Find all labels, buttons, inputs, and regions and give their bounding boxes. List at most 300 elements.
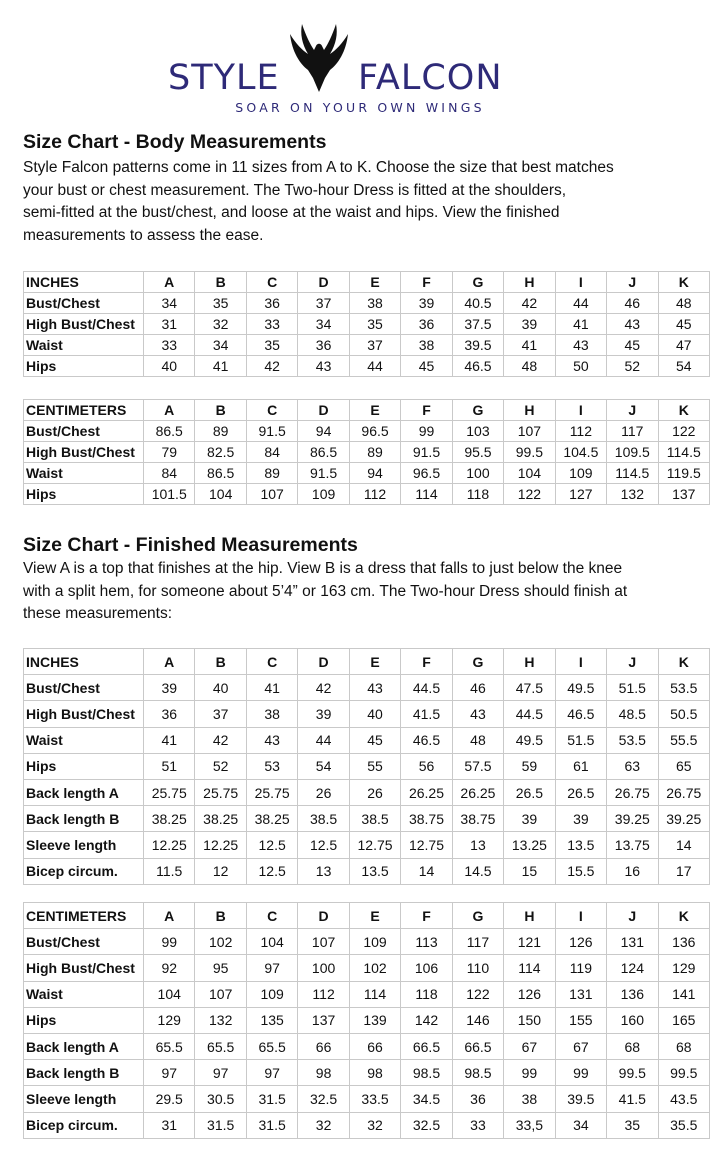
table-cell: 53.5 (607, 727, 658, 753)
table-cell: 36 (452, 1086, 503, 1112)
row-label: High Bust/Chest (24, 314, 144, 335)
size-header: F (401, 272, 452, 293)
table-row (24, 1007, 710, 1033)
size-header: C (246, 649, 297, 675)
table-cell: 38.25 (195, 806, 246, 832)
body-inches-table (23, 271, 710, 377)
table-cell: 31.5 (246, 1112, 297, 1138)
table-cell: 40 (144, 356, 195, 377)
table-cell: 36 (246, 293, 297, 314)
table-cell: 33 (144, 335, 195, 356)
table-cell: 55.5 (658, 727, 709, 753)
table-cell: 33 (452, 1112, 503, 1138)
table-cell: 38.25 (144, 806, 195, 832)
table-row (24, 293, 710, 314)
size-header: D (298, 400, 349, 421)
table-cell: 109 (298, 484, 349, 505)
body-centimeters-table (23, 399, 710, 505)
table-cell: 109 (246, 981, 297, 1007)
table-cell: 35.5 (658, 1112, 709, 1138)
size-header: A (144, 649, 195, 675)
table-cell: 113 (401, 929, 452, 955)
table-cell: 32 (298, 1112, 349, 1138)
table-cell: 86.5 (144, 421, 195, 442)
table-cell: 46.5 (452, 356, 503, 377)
table-cell: 26 (349, 779, 400, 805)
falcon-icon (286, 22, 352, 96)
table-cell: 36 (144, 701, 195, 727)
table-cell: 43 (349, 675, 400, 701)
table-cell: 47 (658, 335, 709, 356)
table-cell: 99.5 (607, 1060, 658, 1086)
table-cell: 119 (555, 955, 606, 981)
table-cell: 127 (555, 484, 606, 505)
table-cell: 49.5 (555, 675, 606, 701)
size-header: J (607, 903, 658, 929)
table-cell: 46 (607, 293, 658, 314)
size-header: C (246, 272, 297, 293)
table-row (24, 929, 710, 955)
table-cell: 51 (144, 753, 195, 779)
table-cell: 118 (452, 484, 503, 505)
table-cell: 51.5 (607, 675, 658, 701)
table-cell: 13.75 (607, 832, 658, 858)
table-cell: 39 (555, 806, 606, 832)
table-cell: 104 (246, 929, 297, 955)
table-cell: 12.25 (195, 832, 246, 858)
table-cell: 34 (555, 1112, 606, 1138)
table-cell: 124 (607, 955, 658, 981)
table-cell: 14 (401, 858, 452, 884)
table-cell: 31.5 (246, 1086, 297, 1112)
table-cell: 15 (504, 858, 555, 884)
table-cell: 39 (144, 675, 195, 701)
size-header: A (144, 272, 195, 293)
section-title-finished: Size Chart - Finished Measurements (23, 534, 358, 556)
table-cell: 12.75 (401, 832, 452, 858)
table-cell: 104 (195, 484, 246, 505)
table-cell: 41 (144, 727, 195, 753)
table-row (24, 314, 710, 335)
table-cell: 37 (349, 335, 400, 356)
size-header: H (504, 272, 555, 293)
table-cell: 109 (349, 929, 400, 955)
table-cell: 65.5 (195, 1033, 246, 1059)
table-cell: 122 (452, 981, 503, 1007)
table-row (24, 701, 710, 727)
table-cell: 114 (401, 484, 452, 505)
table-cell: 119.5 (658, 463, 709, 484)
size-header: D (298, 272, 349, 293)
table-row (24, 1060, 710, 1086)
table-cell: 57.5 (452, 753, 503, 779)
table-cell: 17 (658, 858, 709, 884)
table-cell: 102 (195, 929, 246, 955)
unit-header: INCHES (24, 649, 144, 675)
intro-line: Style Falcon patterns come in 11 sizes from A to K. Choose the size that best matches (23, 159, 614, 176)
table-cell: 67 (504, 1033, 555, 1059)
table-row (24, 806, 710, 832)
size-header: C (246, 400, 297, 421)
table-cell: 35 (607, 1112, 658, 1138)
intro-line: with a split hem, for someone about 5’4” or 163 cm. The Two-hour Dress should finish at (23, 582, 628, 600)
table-cell: 104.5 (555, 442, 606, 463)
table-cell: 39.5 (555, 1086, 606, 1112)
table-row (24, 955, 710, 981)
row-label: High Bust/Chest (24, 701, 144, 727)
table-cell: 109 (555, 463, 606, 484)
size-header: F (401, 649, 452, 675)
table-cell: 39.25 (607, 806, 658, 832)
table-row (24, 421, 710, 442)
table-cell: 96.5 (349, 421, 400, 442)
row-label: Hips (24, 753, 144, 779)
table-cell: 39.25 (658, 806, 709, 832)
table-cell: 31.5 (195, 1112, 246, 1138)
size-header: B (195, 272, 246, 293)
table-cell: 47.5 (504, 675, 555, 701)
unit-header: CENTIMETERS (24, 400, 144, 421)
table-cell: 39 (401, 293, 452, 314)
section-intro-finished (23, 558, 683, 626)
row-label: Bust/Chest (24, 293, 144, 314)
table-cell: 12.5 (298, 832, 349, 858)
table-cell: 160 (607, 1007, 658, 1033)
table-cell: 107 (246, 484, 297, 505)
size-header: I (555, 649, 606, 675)
table-cell: 137 (658, 484, 709, 505)
brand-logo (0, 18, 720, 118)
table-cell: 48.5 (607, 701, 658, 727)
table-cell: 131 (555, 981, 606, 1007)
row-label: Back length A (24, 1033, 144, 1059)
table-cell: 136 (658, 929, 709, 955)
table-cell: 44.5 (401, 675, 452, 701)
table-cell: 91.5 (401, 442, 452, 463)
size-header: G (452, 400, 503, 421)
row-label: Back length B (24, 1060, 144, 1086)
table-cell: 97 (246, 1060, 297, 1086)
table-cell: 38.25 (246, 806, 297, 832)
size-header: F (401, 400, 452, 421)
table-cell: 141 (658, 981, 709, 1007)
table-header-row (24, 903, 710, 929)
section-title-body: Size Chart - Body Measurements (23, 131, 327, 153)
table-cell: 12.75 (349, 832, 400, 858)
table-cell: 38 (504, 1086, 555, 1112)
table-cell: 46 (452, 675, 503, 701)
table-cell: 135 (246, 1007, 297, 1033)
table-cell: 25.75 (195, 779, 246, 805)
row-label: Back length B (24, 806, 144, 832)
table-cell: 103 (452, 421, 503, 442)
table-cell: 35 (246, 335, 297, 356)
table-cell: 84 (246, 442, 297, 463)
table-cell: 52 (195, 753, 246, 779)
brand-word-left: STYLE (168, 58, 280, 98)
table-cell: 37.5 (452, 314, 503, 335)
size-header: A (144, 400, 195, 421)
table-cell: 16 (607, 858, 658, 884)
table-cell: 41 (504, 335, 555, 356)
table-cell: 107 (298, 929, 349, 955)
table-cell: 117 (607, 421, 658, 442)
intro-line: your bust or chest measurement. The Two-hour Dress is fitted at the shoulders, (23, 181, 567, 199)
table-cell: 32 (349, 1112, 400, 1138)
row-label: Bust/Chest (24, 675, 144, 701)
table-cell: 66 (349, 1033, 400, 1059)
table-cell: 38 (349, 293, 400, 314)
table-cell: 48 (658, 293, 709, 314)
table-cell: 13 (452, 832, 503, 858)
table-cell: 43 (298, 356, 349, 377)
table-cell: 37 (298, 293, 349, 314)
table-cell: 99 (555, 1060, 606, 1086)
row-label: Bust/Chest (24, 421, 144, 442)
size-header: H (504, 400, 555, 421)
table-cell: 26.75 (658, 779, 709, 805)
row-label: Hips (24, 1007, 144, 1033)
table-cell: 26.5 (504, 779, 555, 805)
table-row (24, 675, 710, 701)
table-cell: 12.5 (246, 858, 297, 884)
table-cell: 45 (401, 356, 452, 377)
table-cell: 96.5 (401, 463, 452, 484)
section-intro-body (23, 157, 683, 247)
size-header: J (607, 400, 658, 421)
table-cell: 132 (607, 484, 658, 505)
row-label: Waist (24, 335, 144, 356)
table-cell: 35 (349, 314, 400, 335)
table-cell: 89 (246, 463, 297, 484)
table-row (24, 727, 710, 753)
table-cell: 26.75 (607, 779, 658, 805)
table-cell: 26.5 (555, 779, 606, 805)
table-cell: 63 (607, 753, 658, 779)
table-cell: 112 (298, 981, 349, 1007)
size-header: B (195, 400, 246, 421)
table-cell: 31 (144, 1112, 195, 1138)
table-cell: 34 (298, 314, 349, 335)
table-cell: 12.25 (144, 832, 195, 858)
table-cell: 48 (504, 356, 555, 377)
table-cell: 39 (504, 806, 555, 832)
table-cell: 97 (246, 955, 297, 981)
table-cell: 39.5 (452, 335, 503, 356)
size-header: B (195, 649, 246, 675)
table-cell: 99 (504, 1060, 555, 1086)
table-cell: 54 (298, 753, 349, 779)
table-row (24, 1112, 710, 1138)
table-cell: 137 (298, 1007, 349, 1033)
size-header: G (452, 272, 503, 293)
table-cell: 98 (349, 1060, 400, 1086)
size-header: E (349, 903, 400, 929)
size-header: F (401, 903, 452, 929)
table-cell: 92 (144, 955, 195, 981)
table-cell: 94 (298, 421, 349, 442)
table-cell: 13 (298, 858, 349, 884)
table-cell: 44.5 (504, 701, 555, 727)
table-cell: 44 (555, 293, 606, 314)
table-cell: 65.5 (246, 1033, 297, 1059)
table-cell: 59 (504, 753, 555, 779)
finished-centimeters-table (23, 902, 710, 1139)
table-cell: 97 (144, 1060, 195, 1086)
table-cell: 31 (144, 314, 195, 335)
table-cell: 150 (504, 1007, 555, 1033)
table-cell: 126 (555, 929, 606, 955)
table-cell: 42 (195, 727, 246, 753)
size-header: K (658, 272, 709, 293)
table-cell: 129 (144, 1007, 195, 1033)
table-cell: 98.5 (452, 1060, 503, 1086)
table-cell: 32.5 (401, 1112, 452, 1138)
table-cell: 107 (504, 421, 555, 442)
table-header-row (24, 272, 710, 293)
table-cell: 33 (246, 314, 297, 335)
table-row (24, 335, 710, 356)
table-cell: 32 (195, 314, 246, 335)
table-cell: 38.75 (401, 806, 452, 832)
table-row (24, 779, 710, 805)
table-cell: 89 (349, 442, 400, 463)
table-cell: 65 (658, 753, 709, 779)
table-cell: 26.25 (401, 779, 452, 805)
size-header: B (195, 903, 246, 929)
table-cell: 13.5 (555, 832, 606, 858)
table-cell: 26.25 (452, 779, 503, 805)
table-cell: 98 (298, 1060, 349, 1086)
table-cell: 41 (246, 675, 297, 701)
row-label: Waist (24, 727, 144, 753)
table-cell: 104 (504, 463, 555, 484)
table-header-row (24, 400, 710, 421)
table-row (24, 484, 710, 505)
row-label: Hips (24, 356, 144, 377)
intro-line: View A is a top that finishes at the hip. View B is a dress that falls to just below the knee (23, 560, 623, 577)
table-cell: 122 (504, 484, 555, 505)
table-cell: 43 (607, 314, 658, 335)
table-cell: 91.5 (298, 463, 349, 484)
table-cell: 112 (349, 484, 400, 505)
table-cell: 118 (401, 981, 452, 1007)
table-cell: 79 (144, 442, 195, 463)
table-cell: 142 (401, 1007, 452, 1033)
table-cell: 53 (246, 753, 297, 779)
table-cell: 41.5 (607, 1086, 658, 1112)
table-cell: 66 (298, 1033, 349, 1059)
table-cell: 12.5 (246, 832, 297, 858)
table-cell: 39 (298, 701, 349, 727)
row-label: Waist (24, 463, 144, 484)
table-cell: 33.5 (349, 1086, 400, 1112)
table-cell: 25.75 (144, 779, 195, 805)
size-header: H (504, 903, 555, 929)
brand-word-right: FALCON (358, 58, 503, 98)
table-cell: 29.5 (144, 1086, 195, 1112)
table-cell: 91.5 (246, 421, 297, 442)
table-cell: 84 (144, 463, 195, 484)
table-cell: 42 (504, 293, 555, 314)
table-cell: 112 (555, 421, 606, 442)
table-cell: 13.5 (349, 858, 400, 884)
size-header: G (452, 649, 503, 675)
table-row (24, 753, 710, 779)
table-cell: 136 (607, 981, 658, 1007)
table-cell: 66.5 (401, 1033, 452, 1059)
table-cell: 36 (401, 314, 452, 335)
table-cell: 68 (607, 1033, 658, 1059)
table-cell: 37 (195, 701, 246, 727)
table-cell: 55 (349, 753, 400, 779)
table-cell: 51.5 (555, 727, 606, 753)
table-cell: 102 (349, 955, 400, 981)
table-row (24, 832, 710, 858)
table-cell: 34.5 (401, 1086, 452, 1112)
row-label: Bust/Chest (24, 929, 144, 955)
table-cell: 25.75 (246, 779, 297, 805)
table-cell: 13.25 (504, 832, 555, 858)
table-cell: 48 (452, 727, 503, 753)
table-row (24, 981, 710, 1007)
size-header: I (555, 272, 606, 293)
row-label: Back length A (24, 779, 144, 805)
table-cell: 132 (195, 1007, 246, 1033)
table-cell: 165 (658, 1007, 709, 1033)
table-cell: 42 (246, 356, 297, 377)
table-cell: 126 (504, 981, 555, 1007)
intro-line: semi-fitted at the bust/chest, and loose at the waist and hips. View the finished (23, 204, 560, 221)
table-cell: 86.5 (195, 463, 246, 484)
table-cell: 101.5 (144, 484, 195, 505)
table-cell: 114 (504, 955, 555, 981)
table-cell: 33,5 (504, 1112, 555, 1138)
size-header: D (298, 903, 349, 929)
table-cell: 46.5 (555, 701, 606, 727)
table-cell: 82.5 (195, 442, 246, 463)
size-header: I (555, 400, 606, 421)
unit-header: INCHES (24, 272, 144, 293)
size-header: K (658, 903, 709, 929)
table-cell: 146 (452, 1007, 503, 1033)
table-cell: 34 (195, 335, 246, 356)
intro-line: these measurements: (23, 605, 173, 622)
table-cell: 14 (658, 832, 709, 858)
table-cell: 114.5 (658, 442, 709, 463)
table-header-row (24, 649, 710, 675)
intro-line: measurements to assess the ease. (23, 226, 264, 244)
table-cell: 49.5 (504, 727, 555, 753)
table-cell: 38 (401, 335, 452, 356)
table-cell: 107 (195, 981, 246, 1007)
table-cell: 44 (298, 727, 349, 753)
table-cell: 95 (195, 955, 246, 981)
table-cell: 106 (401, 955, 452, 981)
table-cell: 129 (658, 955, 709, 981)
table-cell: 52 (607, 356, 658, 377)
table-cell: 99.5 (658, 1060, 709, 1086)
table-cell: 131 (607, 929, 658, 955)
table-cell: 45 (349, 727, 400, 753)
table-cell: 32.5 (298, 1086, 349, 1112)
table-cell: 99 (144, 929, 195, 955)
table-cell: 38.75 (452, 806, 503, 832)
size-header: E (349, 649, 400, 675)
table-cell: 65.5 (144, 1033, 195, 1059)
table-cell: 30.5 (195, 1086, 246, 1112)
table-cell: 45 (658, 314, 709, 335)
